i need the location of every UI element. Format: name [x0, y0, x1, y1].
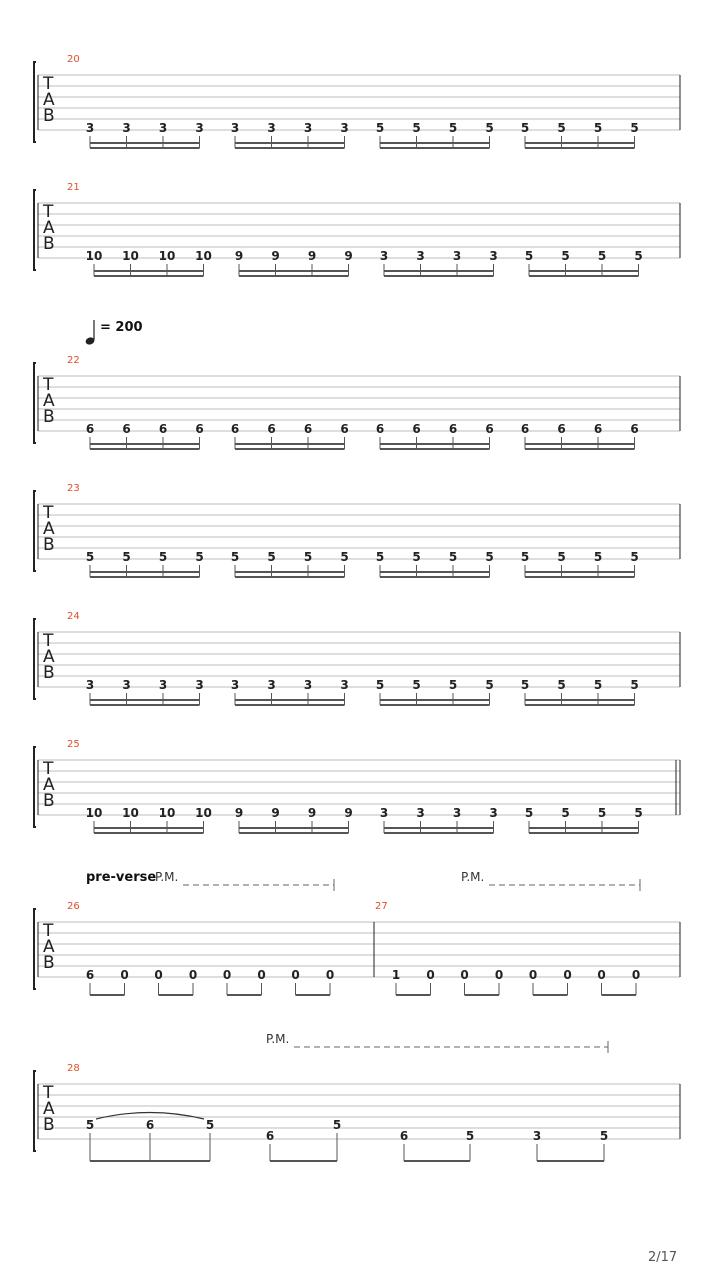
fret-number: 5: [557, 121, 566, 135]
fret-number: 10: [195, 249, 212, 263]
fret-number: 9: [271, 806, 280, 820]
fret-number: 10: [195, 806, 212, 820]
measure-number: 23: [67, 483, 80, 494]
fret-number: 5: [593, 678, 603, 692]
tab-system: [34, 320, 680, 449]
fret-number: 3: [122, 121, 131, 135]
measure-number: 21: [67, 182, 80, 193]
fret-number: 6: [630, 422, 639, 436]
fret-number: 5: [448, 121, 458, 135]
fret-number: 6: [593, 422, 603, 436]
fret-number: 3: [379, 249, 389, 263]
fret-number: 5: [122, 550, 131, 564]
fret-number: 0: [257, 968, 266, 982]
fret-number: 5: [630, 550, 639, 564]
fret-number: 5: [448, 550, 458, 564]
fret-number: 5: [593, 550, 603, 564]
fret-number: 3: [416, 806, 425, 820]
fret-number: 3: [158, 678, 168, 692]
measure-number: 27: [375, 901, 388, 912]
fret-number: 5: [485, 121, 494, 135]
system-bracket: [34, 190, 36, 270]
tab-clef-letter-b: B: [43, 234, 55, 254]
fret-number: 5: [524, 806, 534, 820]
fret-number: 0: [188, 968, 198, 982]
fret-number: 3: [85, 678, 95, 692]
fret-number: 3: [303, 678, 313, 692]
fret-number: 3: [85, 121, 95, 135]
fret-number: 3: [195, 121, 204, 135]
fret-number: 5: [561, 249, 570, 263]
tab-system: [34, 870, 680, 995]
fret-number: 0: [291, 968, 300, 982]
system-bracket: [34, 1071, 36, 1151]
fret-number: 5: [205, 1118, 215, 1132]
fret-number: 3: [489, 806, 498, 820]
palm-mute-label: P.M.: [461, 870, 485, 884]
tempo-marking: [85, 320, 143, 346]
measure-number: 20: [67, 54, 80, 65]
fret-number: 9: [307, 806, 317, 820]
tab-clef-letter-b: B: [43, 407, 55, 427]
tab-clef-letter-a: A: [43, 90, 55, 110]
tab-clef-letter-a: A: [43, 775, 55, 795]
fret-number: 1: [391, 968, 401, 982]
tab-clef-letter-a: A: [43, 937, 55, 957]
fret-number: 6: [145, 1118, 155, 1132]
palm-mute-label: P.M.: [155, 870, 179, 884]
tab-clef-letter-a: A: [43, 1099, 55, 1119]
fret-number: 6: [85, 968, 95, 982]
palm-mute-label: P.M.: [266, 1032, 290, 1046]
tab-clef-letter-t: T: [43, 1083, 54, 1103]
tab-clef-letter-t: T: [43, 759, 54, 779]
fret-number: 0: [460, 968, 469, 982]
fret-number: 3: [416, 249, 425, 263]
fret-number: 3: [122, 678, 131, 692]
fret-number: 0: [631, 968, 641, 982]
fret-number: 6: [122, 422, 131, 436]
fret-number: 6: [158, 422, 168, 436]
fret-number: 5: [520, 121, 530, 135]
fret-number: 5: [195, 550, 204, 564]
fret-number: 9: [234, 249, 244, 263]
fret-number: 5: [412, 678, 421, 692]
measure-number: 24: [67, 611, 80, 622]
tab-system: [34, 54, 680, 148]
fret-number: 9: [344, 249, 353, 263]
fret-number: 3: [340, 678, 349, 692]
fret-number: 6: [265, 1129, 275, 1143]
fret-number: 3: [489, 249, 498, 263]
fret-number: 5: [375, 678, 385, 692]
tab-clef-letter-b: B: [43, 791, 55, 811]
fret-number: 5: [593, 121, 603, 135]
fret-number: 3: [158, 121, 168, 135]
tab-clef-letter-t: T: [43, 202, 54, 222]
fret-number: 9: [234, 806, 244, 820]
fret-number: 6: [399, 1129, 409, 1143]
tab-system: [34, 483, 680, 577]
tab-system: [34, 739, 680, 833]
fret-number: 6: [340, 422, 349, 436]
fret-number: 6: [448, 422, 458, 436]
system-bracket: [34, 747, 36, 827]
system-bracket: [34, 62, 36, 142]
tab-clef-letter-b: B: [43, 535, 55, 555]
fret-number: 6: [412, 422, 421, 436]
fret-number: 9: [344, 806, 353, 820]
fret-number: 5: [85, 1118, 95, 1132]
tab-clef-letter-b: B: [43, 663, 55, 683]
fret-number: 5: [412, 121, 421, 135]
fret-number: 5: [485, 550, 494, 564]
tab-clef-letter-a: A: [43, 647, 55, 667]
fret-number: 10: [122, 806, 139, 820]
fret-number: 5: [448, 678, 458, 692]
fret-number: 5: [158, 550, 168, 564]
fret-number: 6: [303, 422, 313, 436]
tab-clef-letter-a: A: [43, 519, 55, 539]
measure-number: 22: [67, 355, 80, 366]
fret-number: 6: [85, 422, 95, 436]
fret-number: 10: [85, 806, 103, 820]
fret-number: 5: [340, 550, 349, 564]
tempo-value: = 200: [100, 320, 143, 335]
fret-number: 5: [520, 550, 530, 564]
fret-number: 5: [85, 550, 95, 564]
tab-clef-letter-t: T: [43, 503, 54, 523]
tab-system: [34, 1032, 680, 1161]
fret-number: 3: [340, 121, 349, 135]
fret-number: 3: [195, 678, 204, 692]
fret-number: 5: [597, 806, 607, 820]
fret-number: 3: [267, 678, 276, 692]
fret-number: 5: [485, 678, 494, 692]
fret-number: 10: [158, 249, 176, 263]
page-number: 2/17: [648, 1250, 678, 1265]
fret-number: 0: [325, 968, 335, 982]
fret-number: 5: [412, 550, 421, 564]
fret-number: 5: [267, 550, 276, 564]
tab-clef-letter-t: T: [43, 921, 54, 941]
fret-number: 6: [375, 422, 385, 436]
fret-number: 0: [154, 968, 163, 982]
fret-number: 10: [85, 249, 103, 263]
system-bracket: [34, 363, 36, 443]
fret-number: 0: [222, 968, 232, 982]
fret-number: 0: [528, 968, 538, 982]
measure-number: 25: [67, 739, 80, 750]
fret-number: 0: [120, 968, 129, 982]
fret-number: 5: [557, 550, 566, 564]
fret-number: 5: [599, 1129, 609, 1143]
fret-number: 5: [332, 1118, 342, 1132]
fret-number: 6: [195, 422, 204, 436]
fret-number: 5: [303, 550, 313, 564]
fret-number: 6: [557, 422, 566, 436]
measure-number: 26: [67, 901, 80, 912]
tab-clef-letter-t: T: [43, 375, 54, 395]
fret-number: 3: [532, 1129, 542, 1143]
fret-number: 5: [375, 121, 385, 135]
tab-clef-letter-b: B: [43, 106, 55, 126]
fret-number: 6: [485, 422, 494, 436]
tab-clef-letter-t: T: [43, 74, 54, 94]
fret-number: 5: [465, 1129, 475, 1143]
fret-number: 10: [122, 249, 139, 263]
tab-clef-letter-a: A: [43, 218, 55, 238]
fret-number: 5: [630, 121, 639, 135]
measure-number: 28: [67, 1063, 80, 1074]
fret-number: 5: [597, 249, 607, 263]
system-bracket: [34, 619, 36, 699]
tab-clef-letter-b: B: [43, 1115, 55, 1135]
tab-clef-letter-b: B: [43, 953, 55, 973]
fret-number: 10: [158, 806, 176, 820]
fret-number: 6: [267, 422, 276, 436]
fret-number: 5: [634, 806, 643, 820]
fret-number: 5: [230, 550, 240, 564]
fret-number: 5: [634, 249, 643, 263]
tab-clef-letter-t: T: [43, 631, 54, 651]
fret-number: 0: [563, 968, 572, 982]
fret-number: 3: [379, 806, 389, 820]
fret-number: 3: [267, 121, 276, 135]
system-bracket: [34, 909, 36, 989]
fret-number: 9: [307, 249, 317, 263]
fret-number: 5: [524, 249, 534, 263]
fret-number: 5: [630, 678, 639, 692]
fret-number: 5: [557, 678, 566, 692]
fret-number: 6: [520, 422, 530, 436]
fret-number: 3: [452, 806, 462, 820]
fret-number: 3: [303, 121, 313, 135]
section-label: pre-verse: [86, 870, 157, 885]
fret-number: 3: [452, 249, 462, 263]
fret-number: 5: [561, 806, 570, 820]
fret-number: 9: [271, 249, 280, 263]
tab-system: [34, 182, 680, 276]
fret-number: 0: [494, 968, 504, 982]
system-bracket: [34, 491, 36, 571]
fret-number: 6: [230, 422, 240, 436]
fret-number: 0: [426, 968, 435, 982]
tab-system: [34, 611, 680, 705]
fret-number: 5: [520, 678, 530, 692]
fret-number: 0: [597, 968, 606, 982]
fret-number: 3: [230, 121, 240, 135]
fret-number: 3: [230, 678, 240, 692]
fret-number: 5: [375, 550, 385, 564]
tab-clef-letter-a: A: [43, 391, 55, 411]
